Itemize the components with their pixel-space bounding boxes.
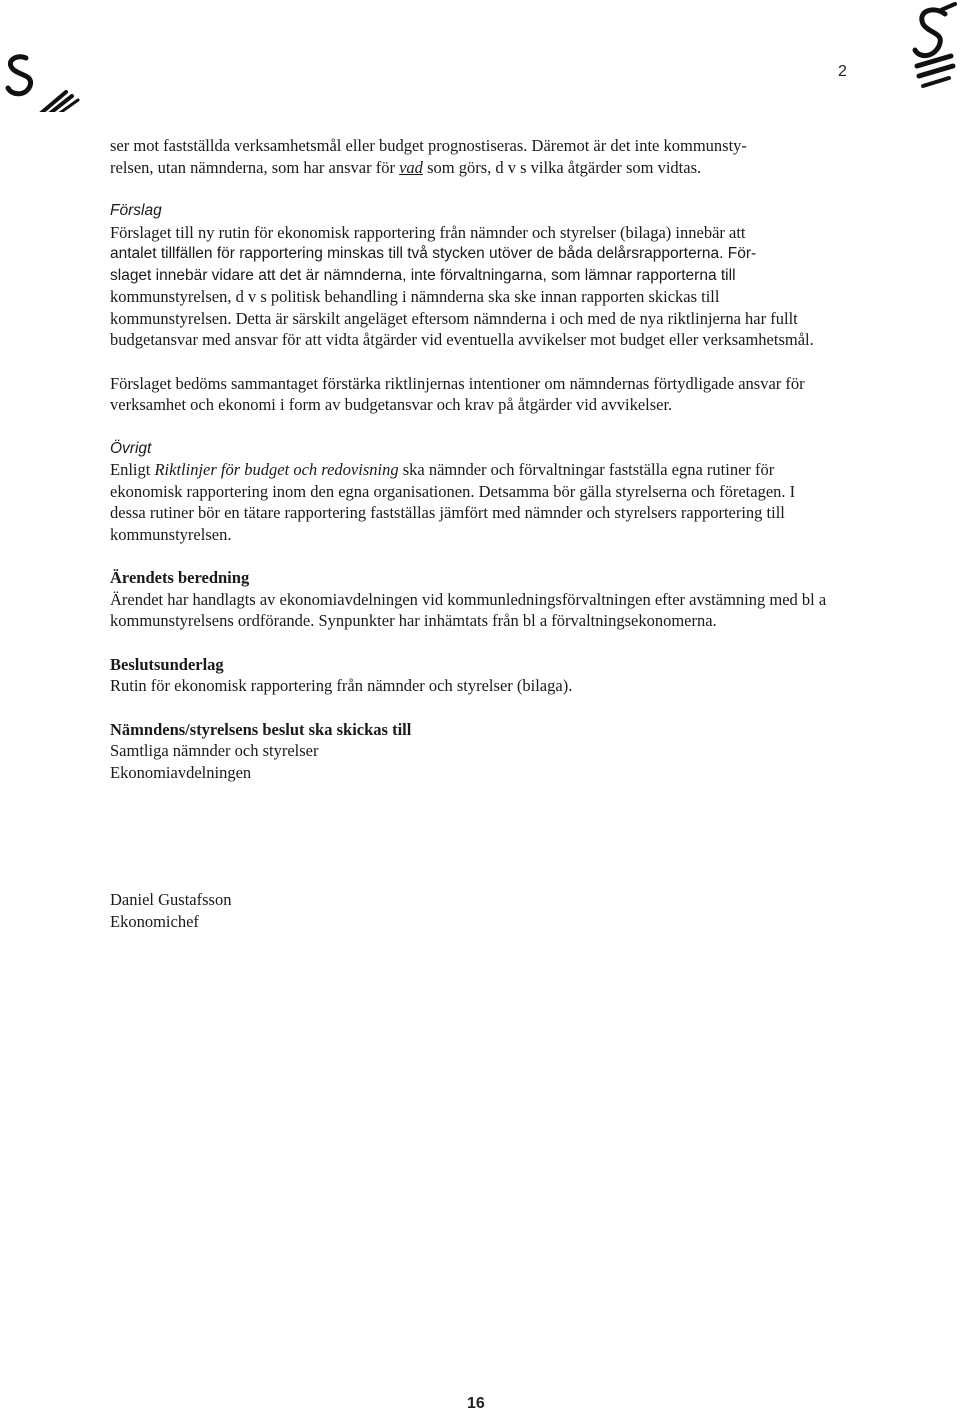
footer-page-number: 16 [467, 1395, 485, 1412]
handwritten-mark-icon [0, 22, 90, 112]
arendets-beredning-paragraph: Ärendet har handlagts av ekonomiavdelningen vid kommunledningsförvaltningen efter avstämning med bl a kommunstyrelsens ordförande. Synpunkter har inhämtats från bl a förvaltningsekonomerna. [110, 589, 827, 630]
ovrigt-text: Enligt [110, 460, 155, 479]
ovrigt-text-end: ska nämnder och förvaltningar fastställa egna rutiner för ekonomisk rapportering inom den egna organisationen. Detsamma bör gälla styrelserna och företagen. I dessa rutiner bör en tätare rapportering fastställas jämfört med nämnder och styrelsers rapportering till kommunstyrelsen. [110, 460, 796, 544]
section-heading-ovrigt: Övrigt [110, 439, 152, 457]
section-heading-forslag: Förslag [110, 202, 162, 219]
page-number: 2 [838, 63, 847, 80]
section-heading-beslut-skickas: Nämndens/styrelsens beslut ska skickas till [110, 719, 412, 739]
signature-name: Daniel Gustafsson [110, 890, 232, 909]
signature-title: Ekonomichef [110, 911, 199, 931]
recipient-item: Samtliga nämnder och styrelser [110, 741, 319, 760]
forslag-paragraph: kommunstyrelsen, d v s politisk behandling i nämnderna ska ske innan rapporten skickas till kommunstyrelsen. Detta är särskilt angeläget eftersom nämnderna i och med de nya riktlinjerna har fullt budgetansvar med ansvar för att vidta åtgärder vid eventuella avvikelser mot budget eller verksamhetsmål. [110, 287, 814, 349]
emphasis-vad: vad [399, 157, 423, 177]
handwritten-mark-icon [895, 0, 960, 100]
beslutsunderlag-paragraph: Rutin för ekonomisk rapportering från nämnder och styrelser (bilaga). [110, 676, 573, 695]
document-title-reference: Riktlinjer för budget och redovisning [154, 460, 399, 479]
section-heading-beslutsunderlag: Beslutsunderlag [110, 654, 224, 674]
forslag-paragraph-2: Förslaget bedöms sammantaget förstärka riktlinjernas intentioner om nämndernas förtydligade ansvar för verksamhet och ekonomi i form av budgetansvar och krav på åtgärder vid avvikelser. [110, 373, 805, 414]
forslag-paragraph-line: antalet tillfällen för rapportering minskas till två stycken utöver de båda delårsrapporterna. För- [110, 245, 757, 262]
intro-text-end: som görs, d v s vilka åtgärder som vidtas. [422, 157, 702, 177]
forslag-paragraph-line: slaget innebär vidare att det är nämnderna, inte förvaltningarna, som lämnar rapporterna till [110, 266, 736, 284]
intro-line-1: ser mot fastställda verksamhetsmål eller budget prognostiseras. Däremot är det inte kommunsty- [110, 136, 747, 155]
forslag-paragraph-line: Förslaget till ny rutin för ekonomisk rapportering från nämnder och styrelser (bilaga) innebär att [110, 222, 746, 242]
section-heading-arendets-beredning: Ärendets beredning [110, 568, 250, 587]
intro-line-2 [110, 157, 830, 179]
intro-text: relsen, utan nämnderna, som har ansvar för [110, 157, 400, 177]
ovrigt-paragraph [110, 459, 830, 545]
recipient-item: Ekonomiavdelningen [110, 762, 252, 782]
document-body [110, 135, 830, 932]
